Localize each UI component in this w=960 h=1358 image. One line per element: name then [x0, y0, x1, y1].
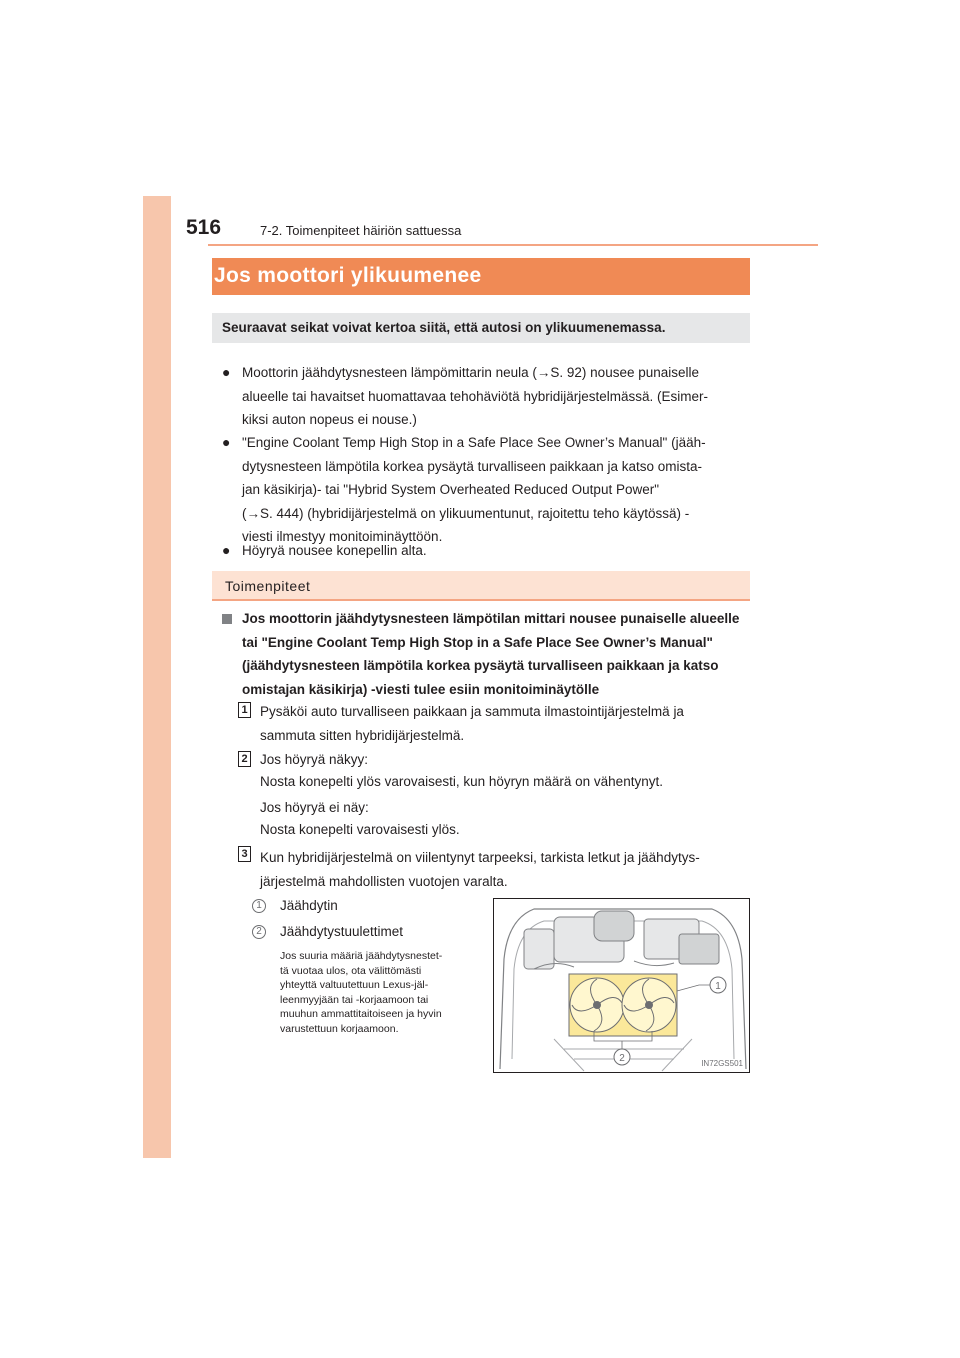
text-line: Höyryä nousee konepellin alta. — [242, 543, 427, 558]
text-line: kiksi auton nopeus ei nouse.) — [242, 412, 417, 427]
bullet-dot: ● — [222, 364, 231, 380]
text-line: alueelle tai havaitset huomattavaa tehohäviötä hybridijärjestelmässä. (Esimer- — [242, 388, 708, 404]
text-line: sammuta sitten hybridijärjestelmä. — [260, 727, 465, 743]
step-text-2a: Jos höyryä näkyy: — [260, 752, 369, 767]
step-number-3: 3 — [238, 846, 251, 862]
text-line: tä vuotaa ulos, ota välittömästi — [280, 964, 422, 977]
text-line: järjestelmä mahdollisten vuotojen varalta. — [260, 873, 508, 889]
step-text-1 — [260, 700, 745, 747]
chapter-title: 7-2. Toimenpiteet häiriön sattuessa — [260, 223, 462, 238]
step-text-2c: Jos höyryä ei näy: — [260, 800, 369, 815]
text-line: Jos moottorin jäähdytysnesteen lämpötilan mittari nousee punaiselle alueelle — [242, 611, 740, 626]
step-text-3 — [260, 846, 745, 893]
text-line: jan käsikirja)- tai "Hybrid System Overheated Reduced Output Power" — [242, 482, 660, 497]
engine-bay-drawing — [494, 899, 750, 1073]
text-line: muuhun ammattitaitoiseen ja hyvin — [280, 1008, 442, 1020]
step-number-2: 2 — [238, 751, 251, 767]
step-number-1: 1 — [238, 702, 251, 718]
bullet-text-3 — [242, 539, 745, 563]
text-line: omistajan käsikirja) -viesti tulee esiin monitoiminäytölle — [242, 681, 600, 697]
intro-text: Seuraavat seikat voivat kertoa siitä, että autosi on ylikuumenemassa. — [222, 320, 666, 335]
section-title: Jos moottori ylikuumenee — [214, 264, 482, 287]
text-line: dytysnesteen lämpötila korkea pysäytä turvalliseen paikkaan ja katso omista- — [242, 458, 702, 474]
callout-1-label: 1 — [715, 981, 721, 992]
text-line: (→S. 444) (hybridijärjestelmä on ylikuumentunut, rajoitettu teho käytössä) - — [242, 505, 690, 521]
text-line: leenmyyjään tai -korjaamoon tai — [280, 993, 429, 1006]
text-line: viesti ilmestyy monitoiminäyttöön. — [242, 529, 443, 544]
case-title — [242, 607, 745, 701]
bullet-dot: ● — [222, 542, 231, 558]
text-line: (jäähdytysnesteen lämpötila korkea pysäytä turvalliseen paikkaan ja katso — [242, 658, 719, 673]
text-line: "Engine Coolant Temp High Stop in a Safe Place See Owner’s Manual" (jääh- — [242, 435, 706, 450]
step-text-2d: Nosta konepelti varovaisesti ylös. — [260, 822, 460, 837]
text-line: Jos suuria määriä jäähdytysnestet- — [280, 950, 443, 962]
legend-label-1: Jäähdytin — [280, 898, 338, 913]
warning-note — [280, 949, 479, 1036]
text-line: varustettuun korjaamoon. — [280, 1022, 399, 1035]
text-line: Kun hybridijärjestelmä on viilentynyt tarpeeksi, tarkista letkut ja jäähdytys- — [260, 850, 700, 865]
step-text-2b: Nosta konepelti ylös varovaisesti, kun höyryn määrä on vähentynyt. — [260, 774, 663, 789]
text-line: Moottorin jäähdytysnesteen lämpömittarin neula (→S. 92) nousee punaiselle — [242, 365, 700, 380]
subsection-title: Toimenpiteet — [225, 578, 311, 594]
figure-code: IN72GS501 — [701, 1059, 743, 1068]
text-line: tai "Engine Coolant Temp High Stop in a Safe Place See Owner’s Manual" — [242, 634, 713, 650]
legend-number-2: 2 — [252, 925, 266, 939]
legend-label-2: Jäähdytystuulettimet — [280, 924, 404, 939]
side-color-strip — [143, 196, 171, 1158]
bullet-text-2 — [242, 431, 745, 549]
text-line: Pysäköi auto turvalliseen paikkaan ja sammuta ilmastointijärjestelmä ja — [260, 704, 684, 719]
header-rule — [208, 244, 818, 246]
bullet-dot: ● — [222, 434, 231, 450]
square-bullet — [222, 614, 232, 624]
text-line: yhteyttä valtuutettuun Lexus-jäl- — [280, 979, 429, 991]
bullet-text-1 — [242, 361, 745, 432]
engine-bay-illustration — [493, 898, 750, 1073]
callout-2-label: 2 — [619, 1053, 625, 1064]
legend-number-1: 1 — [252, 899, 266, 913]
page-number: 516 — [186, 216, 222, 239]
